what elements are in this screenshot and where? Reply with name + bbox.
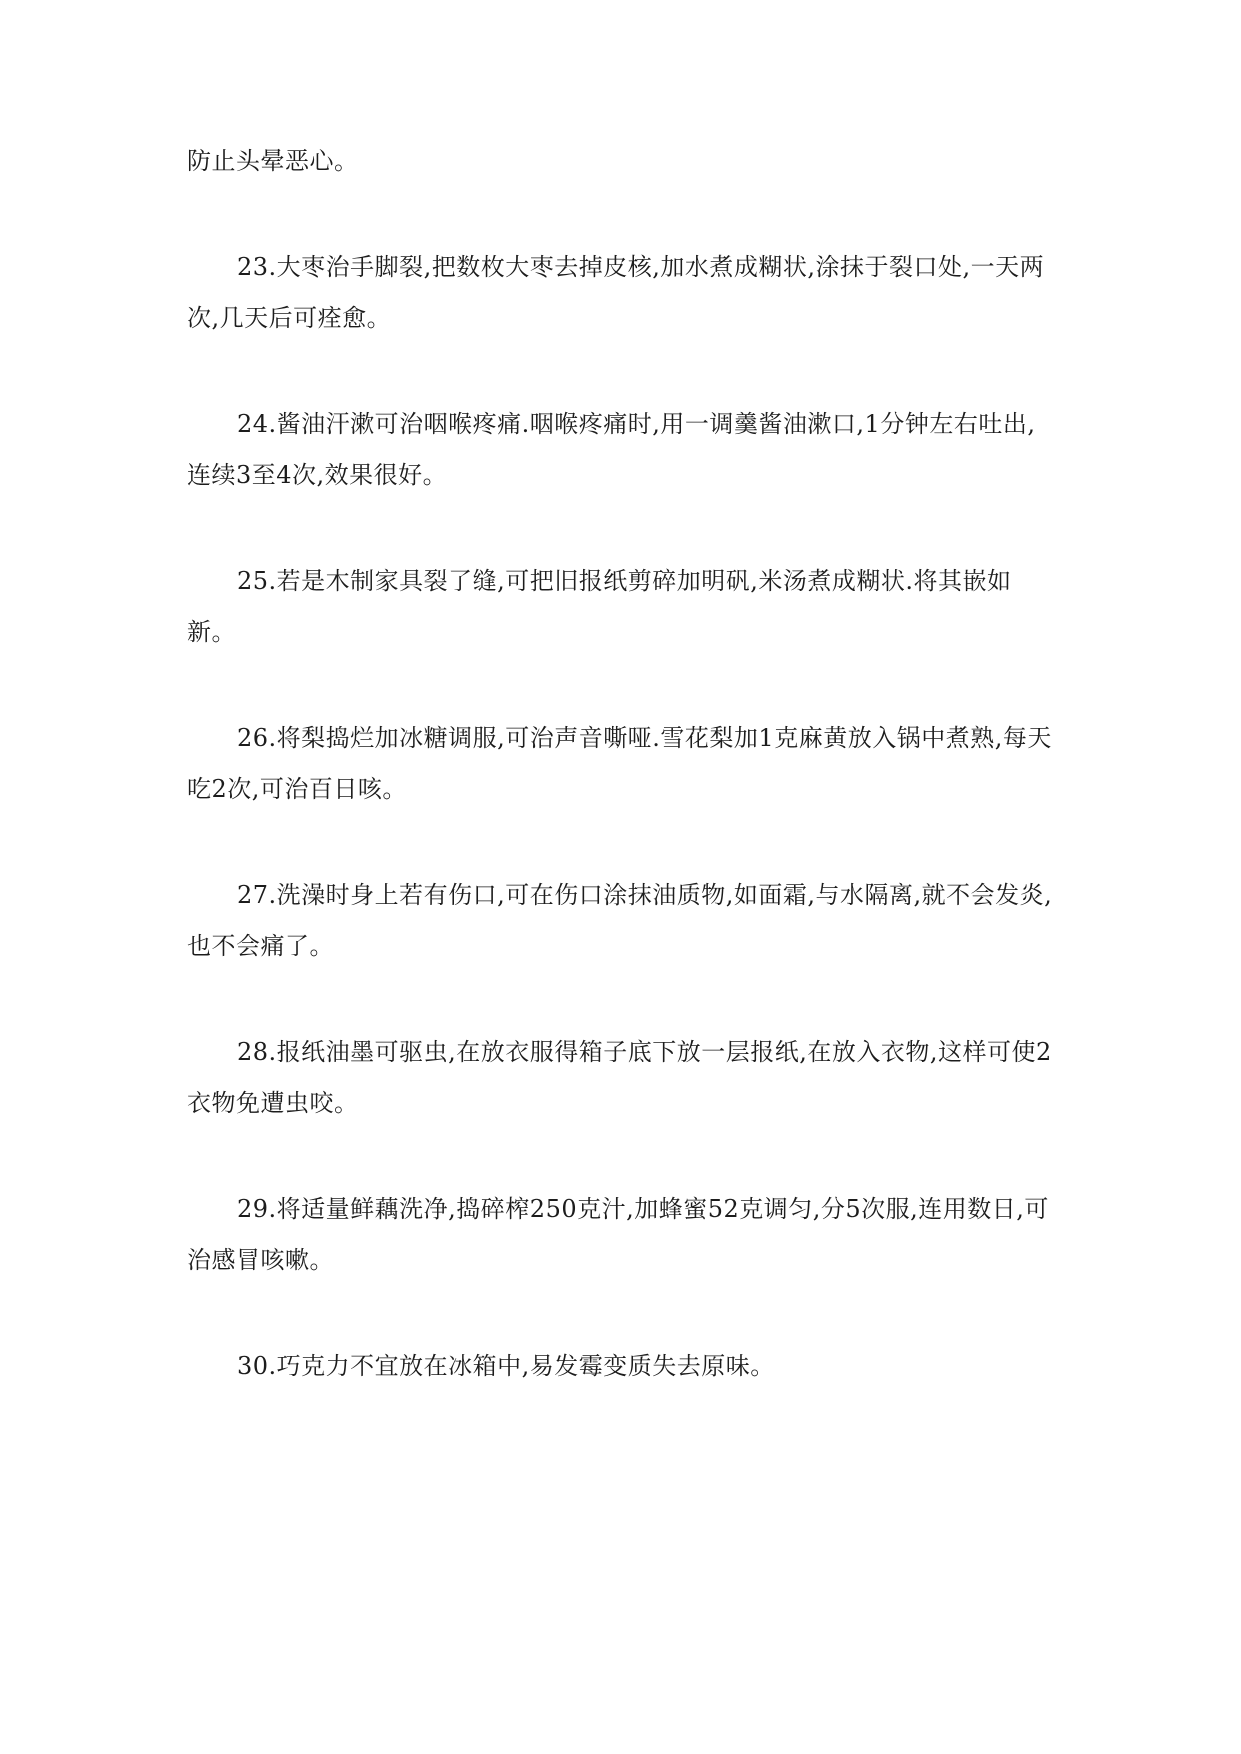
paragraph-continuation: 防止头晕恶心。 bbox=[187, 147, 359, 175]
document-body bbox=[187, 136, 1057, 1392]
paragraph-item-26: 26.将梨捣烂加冰糖调服,可治声音嘶哑.雪花梨加1克麻黄放入锅中煮熟,每天吃2次,可治百日咳。 bbox=[187, 724, 1052, 803]
paragraph-item-24: 24.酱油汗漱可治咽喉疼痛.咽喉疼痛时,用一调羹酱油漱口,1分钟左右吐出,连续3至4次,效果很好。 bbox=[187, 410, 1036, 489]
paragraph-item-30: 30.巧克力不宜放在冰箱中,易发霉变质失去原味。 bbox=[237, 1352, 775, 1380]
paragraph-item-25: 25.若是木制家具裂了缝,可把旧报纸剪碎加明矾,米汤煮成糊状.将其嵌如新。 bbox=[187, 567, 1012, 646]
paragraph-item-28: 28.报纸油墨可驱虫,在放衣服得箱子底下放一层报纸,在放入衣物,这样可使2衣物免遭虫咬。 bbox=[187, 1038, 1052, 1117]
paragraph-item-23: 23.大枣治手脚裂,把数枚大枣去掉皮核,加水煮成糊状,涂抹于裂口处,一天两次,几天后可痊愈。 bbox=[187, 253, 1045, 332]
paragraph-item-29: 29.将适量鲜藕洗净,捣碎榨250克汁,加蜂蜜52克调匀,分5次服,连用数日,可治感冒咳嗽。 bbox=[187, 1195, 1049, 1274]
paragraph-item-27: 27.洗澡时身上若有伤口,可在伤口涂抹油质物,如面霜,与水隔离,就不会发炎,也不会痛了。 bbox=[187, 881, 1053, 960]
